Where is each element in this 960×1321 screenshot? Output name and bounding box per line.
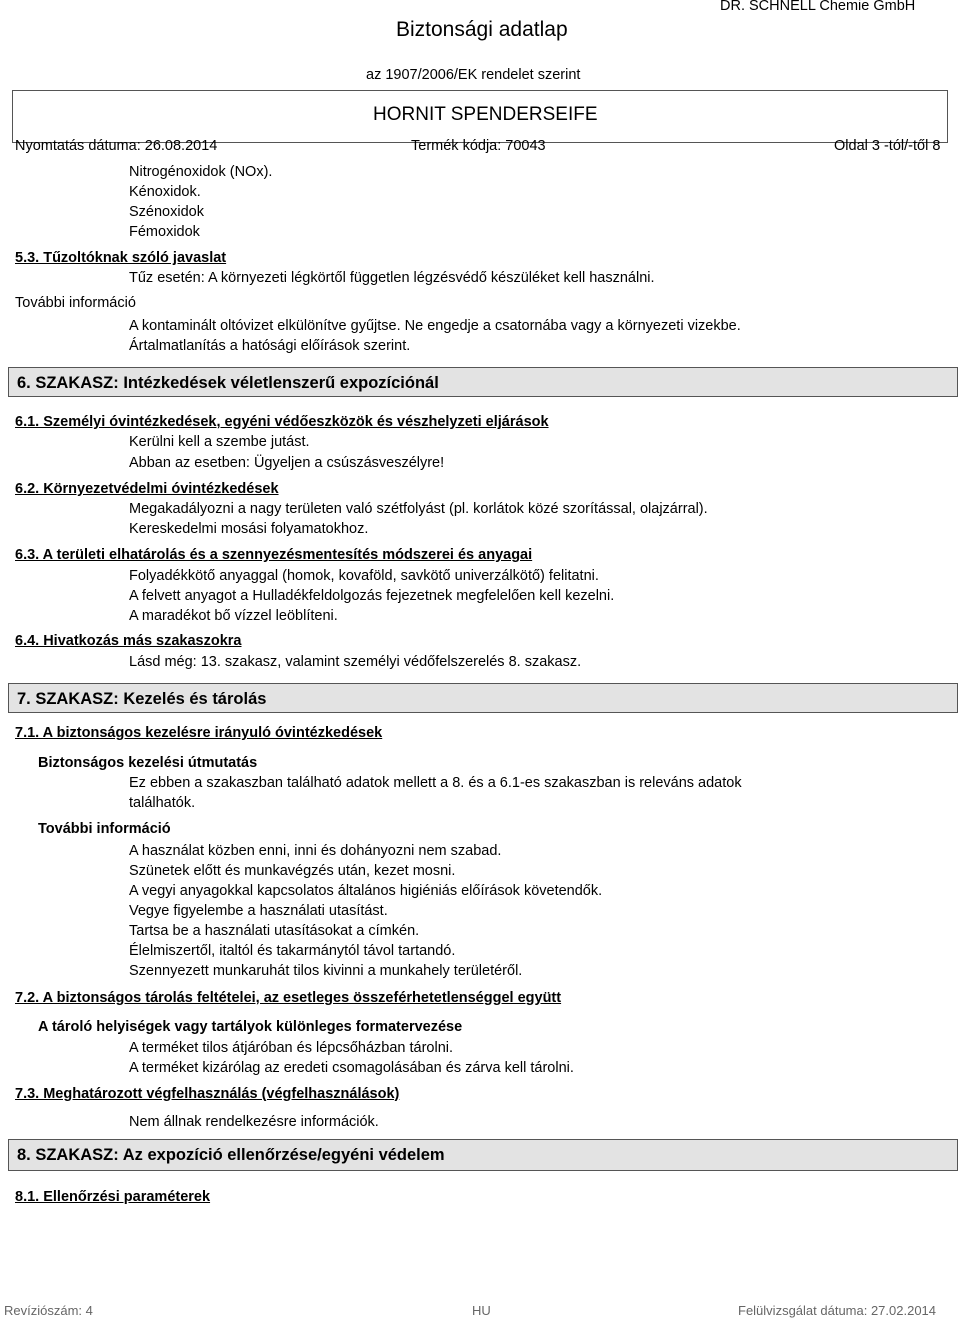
paragraph: Ártalmatlanítás a hatósági előírások szerint.	[129, 338, 411, 354]
paragraph: Nem állnak rendelkezésre információk.	[129, 1114, 379, 1130]
subsection-6-1-heading: 6.1. Személyi óvintézkedések, egyéni védőeszközök és vészhelyzeti eljárások	[15, 414, 549, 430]
further-info-label: További információ	[15, 295, 136, 311]
paragraph: Élelmiszertől, italtól és takarmánytól távol tartandó.	[129, 943, 456, 959]
list-item: Nitrogénoxidok (NOx).	[129, 164, 273, 180]
section-6-title: 6. SZAKASZ: Intézkedések véletlenszerű expozíciónál	[17, 374, 439, 392]
section-7-title: 7. SZAKASZ: Kezelés és tárolás	[17, 690, 267, 708]
subsection-6-4-heading: 6.4. Hivatkozás más szakaszokra	[15, 633, 242, 649]
subsection-7-1-heading: 7.1. A biztonságos kezelésre irányuló óvintézkedések	[15, 725, 383, 741]
subsection-8-1-heading: 8.1. Ellenőrzési paraméterek	[15, 1189, 211, 1205]
paragraph: A használat közben enni, inni és dohányozni nem szabad.	[129, 843, 502, 859]
paragraph: Szennyezett munkaruhát tilos kivinni a munkahely területéről.	[129, 963, 523, 979]
further-info-label: További információ	[38, 821, 171, 837]
paragraph: A maradékot bő vízzel leöblíteni.	[129, 608, 338, 624]
print-date: Nyomtatás dátuma: 26.08.2014	[15, 138, 218, 154]
section-6-bar	[8, 367, 958, 397]
paragraph: A kontaminált oltóvizet elkülönítve gyűjtse. Ne engedje a csatornába vagy a környezeti vizekbe.	[129, 318, 741, 334]
paragraph: A terméket tilos átjáróban és lépcsőházban tárolni.	[129, 1040, 454, 1056]
document-title: Biztonsági adatlap	[396, 18, 568, 41]
section-8-bar	[8, 1139, 958, 1171]
paragraph: Vegye figyelembe a használati utasítást.	[129, 903, 388, 919]
safe-handling-label: Biztonságos kezelési útmutatás	[38, 755, 258, 771]
company-name: DR. SCHNELL Chemie GmbH	[720, 0, 916, 14]
paragraph: Kereskedelmi mosási folyamatokhoz.	[129, 521, 369, 537]
subsection-6-2-heading: 6.2. Környezetvédelmi óvintézkedések	[15, 481, 279, 497]
paragraph: Ez ebben a szakaszban található adatok mellett a 8. és a 6.1-es szakaszban is releváns adatok	[129, 775, 742, 791]
footer-revision: Revíziószám: 4	[4, 1303, 93, 1318]
paragraph: A terméket kizárólag az eredeti csomagolásában és zárva kell tárolni.	[129, 1060, 574, 1076]
paragraph: A felvett anyagot a Hulladékfeldolgozás fejezetnek megfelelően kell kezelni.	[129, 588, 615, 604]
footer-review-date: Felülvizsgálat dátuma: 27.02.2014	[738, 1303, 937, 1318]
paragraph: A vegyi anyagokkal kapcsolatos általános higiéniás előírások követendők.	[129, 883, 603, 899]
subsection-7-2-heading: 7.2. A biztonságos tárolás feltételei, az esetleges összeférhetetlenséggel együtt	[15, 990, 562, 1006]
regulation-text: az 1907/2006/EK rendelet szerint	[366, 67, 581, 83]
subsection-7-3-heading: 7.3. Meghatározott végfelhasználás (végfelhasználások)	[15, 1086, 400, 1102]
footer-language: HU	[472, 1303, 491, 1318]
page-number: Oldal 3 -tól/-től 8	[834, 138, 941, 154]
paragraph: Szünetek előtt és munkavégzés után, kezet mosni.	[129, 863, 456, 879]
section-8-title: 8. SZAKASZ: Az expozíció ellenőrzése/egyéni védelem	[17, 1146, 445, 1164]
product-name: HORNIT SPENDERSEIFE	[373, 104, 598, 125]
storage-design-label: A tároló helyiségek vagy tartályok különleges formatervezése	[38, 1019, 463, 1035]
paragraph: Tűz esetén: A környezeti légkörtől független légzésvédő készüléket kell használni.	[129, 270, 655, 286]
subsection-5-3-heading: 5.3. Tűzoltóknak szóló javaslat	[15, 250, 227, 266]
list-item: Kénoxidok.	[129, 184, 201, 200]
paragraph: Folyadékkötő anyaggal (homok, kovaföld, savkötő univerzálkötő) felitatni.	[129, 568, 599, 584]
paragraph: találhatók.	[129, 795, 196, 811]
paragraph: Kerülni kell a szembe jutást.	[129, 434, 310, 450]
paragraph: Tartsa be a használati utasításokat a címkén.	[129, 923, 420, 939]
product-code: Termék kódja: 70043	[411, 138, 546, 154]
list-item: Szénoxidok	[129, 204, 204, 220]
section-7-bar	[8, 683, 958, 713]
subsection-6-3-heading: 6.3. A területi elhatárolás és a szennyezésmentesítés módszerei és anyagai	[15, 547, 533, 563]
list-item: Fémoxidok	[129, 224, 200, 240]
paragraph: Abban az esetben: Ügyeljen a csúszásveszélyre!	[129, 455, 445, 471]
paragraph: Megakadályozni a nagy területen való szétfolyást (pl. korlátok közé szorítással, olajzárral).	[129, 501, 708, 517]
paragraph: Lásd még: 13. szakasz, valamint személyi védőfelszerelés 8. szakasz.	[129, 654, 582, 670]
